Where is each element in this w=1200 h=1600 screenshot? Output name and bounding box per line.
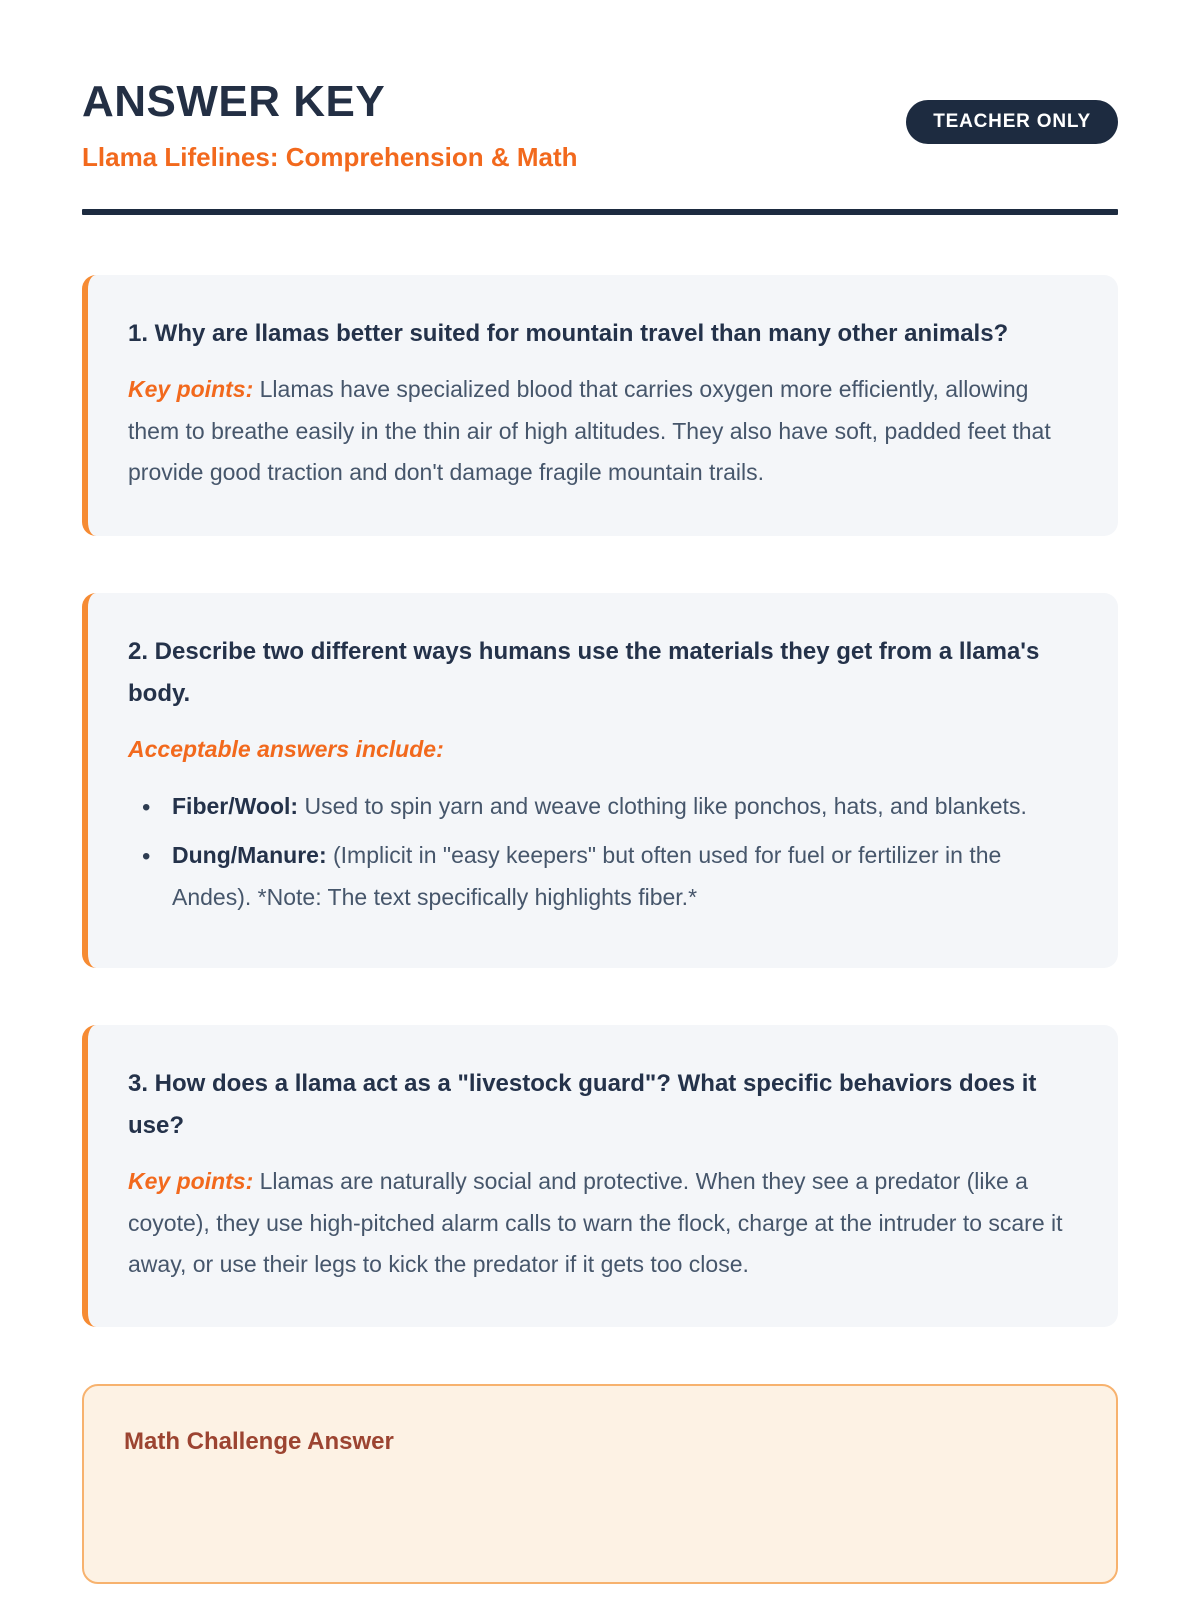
bullet-term: Fiber/Wool: — [172, 792, 299, 819]
page-title: ANSWER KEY — [82, 77, 386, 126]
question-text: 2. Describe two different ways humans use the materials they get from a llama's body. — [128, 637, 1040, 707]
answer-card-list — [82, 275, 1118, 1584]
answer-label: Key points: — [128, 376, 254, 403]
answer-card-3 — [82, 1025, 1118, 1327]
page-subtitle: Llama Lifelines: Comprehension & Math — [82, 142, 578, 173]
teacher-only-badge: TEACHER ONLY — [906, 100, 1118, 144]
bullet-term: Dung/Manure: — [172, 842, 327, 869]
list-item — [142, 786, 1070, 827]
answer-text: Llamas have specialized blood that carries oxygen more efficiently, allowing them to breathe easily in the thin air of high altitudes. They also have soft, padded feet that provide good traction and don't damage fragile mountain trails. — [128, 376, 1051, 486]
answer-card-1 — [82, 275, 1118, 535]
title-block — [82, 78, 578, 173]
answer-label-line — [128, 729, 1070, 770]
answer-paragraph — [128, 369, 1070, 493]
math-challenge-title: Math Challenge Answer — [124, 1428, 394, 1456]
bullet-text: Used to spin yarn and weave clothing like ponchos, hats, and blankets. — [304, 792, 1027, 819]
question-text: 3. How does a llama act as a "livestock guard"? What specific behaviors does it use? — [128, 1070, 1037, 1140]
answer-label: Key points: — [128, 1168, 254, 1195]
list-item — [142, 835, 1070, 918]
answer-text: Llamas are naturally social and protective. When they see a predator (like a coyote), they use high-pitched alarm calls to warn the flock, charge at the intruder to scare it away, or use their legs to kick the predator if it gets too close. — [128, 1168, 1063, 1277]
header-divider — [82, 209, 1118, 215]
answer-card-2 — [82, 593, 1118, 969]
bullet-text: (Implicit in "easy keepers" but often used for fuel or fertilizer in the Andes). *Note: The text specifically highlights fiber.* — [172, 842, 1002, 910]
answer-bullet-list — [128, 786, 1070, 918]
page-header — [82, 78, 1118, 173]
question-text: 1. Why are llamas better suited for mountain travel than many other animals? — [128, 320, 1009, 348]
math-challenge-card — [82, 1384, 1118, 1584]
answer-label: Acceptable answers include: — [128, 735, 444, 762]
answer-paragraph — [128, 1161, 1070, 1285]
